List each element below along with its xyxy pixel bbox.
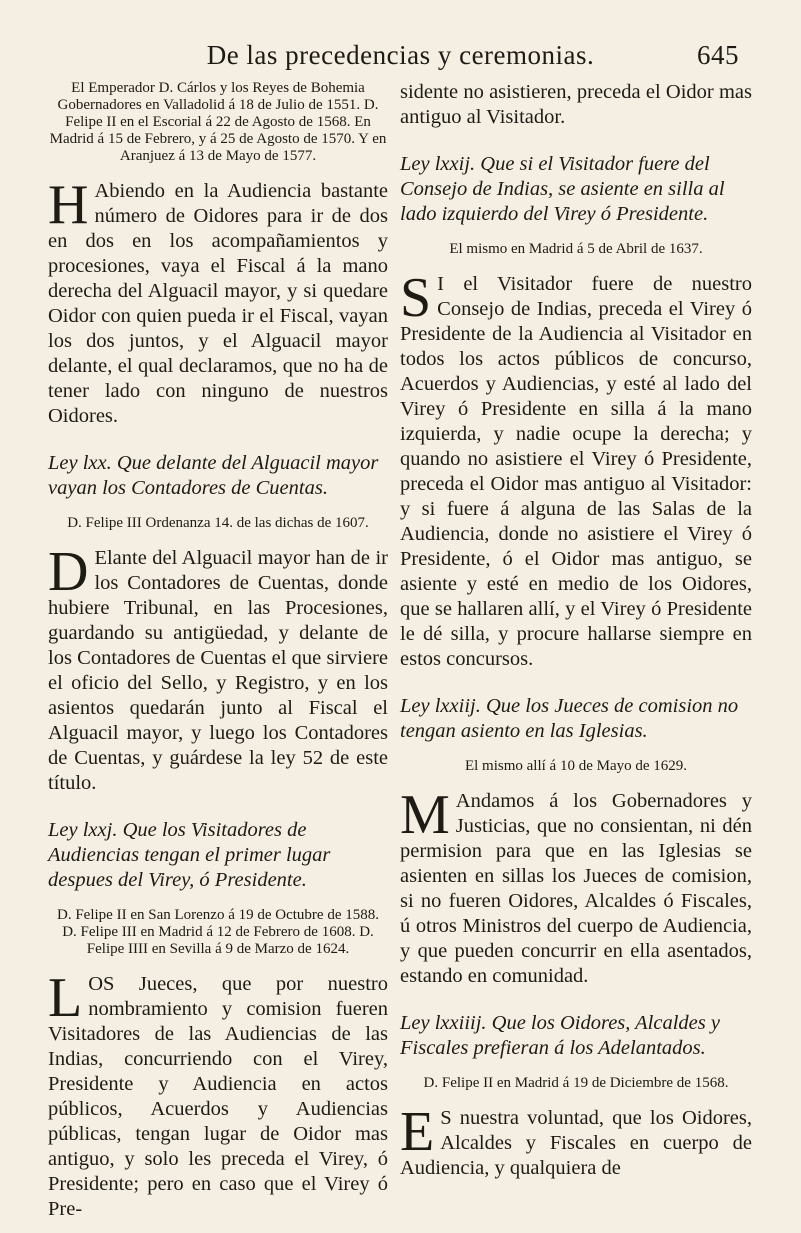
law-paragraph (48, 174, 388, 429)
drop-cap: E (400, 1101, 435, 1163)
law-paragraph (400, 1101, 752, 1181)
running-header (0, 40, 801, 71)
drop-cap: D (48, 541, 89, 603)
law-heading: Ley lxxij. Que si el Visitador fuere del Consejo de Indias, se asiente en silla al lado izquierdo del Virey ó Presidente. (400, 153, 725, 225)
paragraph-text: S nuestra voluntad, que los Oidores, Alcaldes y Fiscales en cuerpo de Audiencia, y qualquiera de (400, 1107, 752, 1179)
paragraph-text: Elante del Alguacil mayor han de ir los Contadores de Cuentas, donde hubiere Tribunal, en las Procesiones, guardando su antigüedad, y delante de los Contadores de Cuentas el que sirviere el oficio del Sello, y Registro, y en los asientos quedarán junto al Fiscal el Alguacil mayor, y luego los Contadores de Cuentas, y guárdese la ley 52 de este título. (48, 547, 388, 794)
citation: El Emperador D. Cárlos y los Reyes de Bohemia Gobernadores en Valladolid á 18 de Julio de 1551. D. Felipe II en el Escorial á 22 de Agosto de 1568. En Madrid á 15 de Febrero, y á 25 de Agosto de 1570. Y en Aranjuez á 13 de Mayo de 1577. (49, 80, 387, 164)
law-paragraph (48, 541, 388, 796)
citation: D. Felipe II en Madrid á 19 de Diciembre de 1568. (423, 1075, 729, 1091)
law-heading: Ley lxxiij. Que los Jueces de comision no tengan asiento en las Iglesias. (400, 695, 739, 742)
paragraph-text: I el Visitador fuere de nuestro Consejo de Indias, preceda el Virey ó Presidente de la Audiencia al Visitador en todos los actos públicos de concurso, Acuerdos y Audiencias, y esté al lado del Virey ó Presidente en silla á la mano izquierda, y nadie ocupe la derecha; y quando no asistiere el Virey ó Presidente, preceda el Oidor mas antiguo al Visitador: y si fuere á alguna de las Salas de la Audiencia, donde no asistiere el Virey ó Presidente, ó el Oidor mas antiguo, se asiente y esté en medio de los Oidores, que se hallaren allí, y el Virey ó Presidente le dé silla, y procure hallarse siempre en estos concursos. (400, 273, 752, 670)
law-paragraph (48, 967, 388, 1222)
citation: El mismo en Madrid á 5 de Abril de 1637. (449, 241, 703, 257)
drop-cap: M (400, 784, 450, 846)
page-number: 645 (697, 40, 739, 70)
citation: D. Felipe II en San Lorenzo á 19 de Octubre de 1588. D. Felipe III en Madrid á 12 de Febrero de 1608. D. Felipe IIII en Sevilla á 9 de Marzo de 1624. (57, 907, 379, 957)
right-column (400, 80, 752, 1181)
paragraph-text: Andamos á los Gobernadores y Justicias, que no consientan, ni dén permision para que en las Iglesias se asienten en sillas los Jueces de comision, si no fueren Oidores, Alcaldes ó Fiscales, ú otros Ministros del cuerpo de Audiencia, y que pueden concurrir en ella asentados, estando en comunidad. (400, 790, 752, 987)
running-title: De las precedencias y ceremonias. (206, 40, 595, 70)
law-paragraph (400, 784, 752, 989)
law-heading: Ley lxx. Que delante del Alguacil mayor vayan los Contadores de Cuentas. (48, 452, 379, 499)
paragraph-text: Abiendo en la Audiencia bastante número de Oidores para ir de dos en dos en los acompañamientos y procesiones, vaya el Fiscal á la mano derecha del Alguacil mayor, y si quedare Oidor con quien pueda ir el Fiscal, vayan los dos juntos, y el Alguacil mayor delante, el qual declaramos, que no ha de tener lado con ninguno de nuestros Oidores. (48, 180, 388, 427)
drop-cap: H (48, 174, 89, 236)
law-heading: Ley lxxj. Que los Visitadores de Audiencias tengan el primer lugar despues del Virey, ó Presidente. (48, 819, 331, 891)
law-paragraph (400, 267, 752, 672)
law-heading: Ley lxxiiij. Que los Oidores, Alcaldes y Fiscales prefieran á los Adelantados. (400, 1012, 720, 1059)
paragraph-continuation: sidente no asistieren, preceda el Oidor mas antiguo al Visitador. (400, 81, 752, 128)
drop-cap: S (400, 267, 432, 329)
left-column (48, 80, 388, 1222)
drop-cap: L (48, 967, 83, 1029)
citation: D. Felipe III Ordenanza 14. de las dichas de 1607. (67, 515, 369, 531)
citation: El mismo allí á 10 de Mayo de 1629. (464, 758, 688, 774)
paragraph-text: OS Jueces, que por nuestro nombramiento y comision fueren Visitadores de las Audiencias de las Indias, concurriendo con el Virey, Presidente y Audiencia en actos públicos, Acuerdos y Audiencias públicas, tengan lugar de Oidor mas antiguo, y solo les preceda el Virey, ó Presidente; pero en caso que el Virey ó Pre- (48, 973, 388, 1220)
